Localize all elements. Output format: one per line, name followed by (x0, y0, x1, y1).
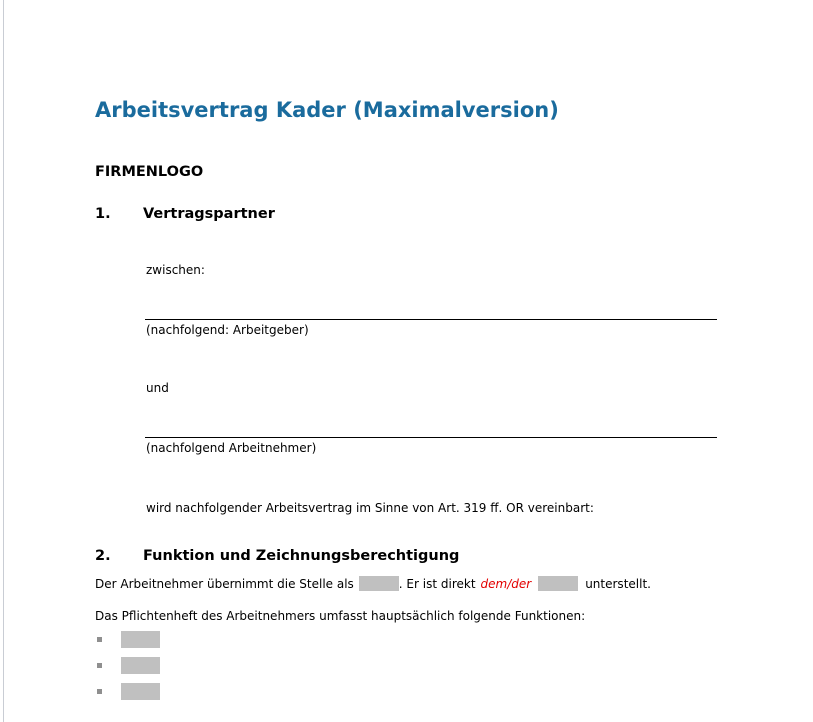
employer-name-line[interactable] (145, 319, 717, 320)
section-2-heading (95, 548, 459, 564)
company-logo-placeholder: FIRMENLOGO (95, 164, 204, 180)
square-bullet-icon (97, 637, 102, 642)
section-2-number: 2. (95, 548, 111, 564)
duty-placeholder-field[interactable] (121, 631, 160, 648)
duties-list-item (95, 631, 160, 648)
employer-caption: (nachfolgend: Arbeitgeber) (146, 323, 309, 337)
dem-der-red-text: dem/der (480, 577, 532, 591)
and-label: und (146, 381, 169, 395)
role-sentence-part2: . Er ist direkt (398, 577, 476, 591)
duties-list-item (95, 657, 160, 674)
role-sentence-part3: unterstellt. (585, 577, 651, 591)
document-title: Arbeitsvertrag Kader (Maximalversion) (95, 98, 559, 122)
position-placeholder-field[interactable] (359, 576, 399, 591)
section-1-heading-label: Vertragspartner (143, 206, 275, 222)
square-bullet-icon (97, 689, 102, 694)
employee-name-line[interactable] (145, 437, 717, 438)
duties-sentence: Das Pflichtenheft des Arbeitnehmers umfasst hauptsächlich folgende Funktionen: (95, 609, 586, 623)
role-sentence (95, 576, 651, 593)
square-bullet-icon (97, 663, 102, 668)
section-2-heading-label: Funktion und Zeichnungsberechtigung (143, 548, 460, 564)
between-label: zwischen: (146, 263, 205, 277)
role-sentence-part1: Der Arbeitnehmer übernimmt die Stelle als (95, 577, 354, 591)
section-1-heading (95, 206, 275, 222)
section-1-number: 1. (95, 206, 111, 222)
duties-list (95, 631, 160, 709)
duties-list-item (95, 683, 160, 700)
agreement-sentence: wird nachfolgender Arbeitsvertrag im Sinne von Art. 319 ff. OR vereinbart: (146, 501, 594, 515)
page-edge-line (3, 0, 4, 722)
employee-caption: (nachfolgend Arbeitnehmer) (146, 441, 317, 455)
supervisor-placeholder-field[interactable] (538, 576, 578, 591)
duty-placeholder-field[interactable] (121, 683, 160, 700)
duty-placeholder-field[interactable] (121, 657, 160, 674)
